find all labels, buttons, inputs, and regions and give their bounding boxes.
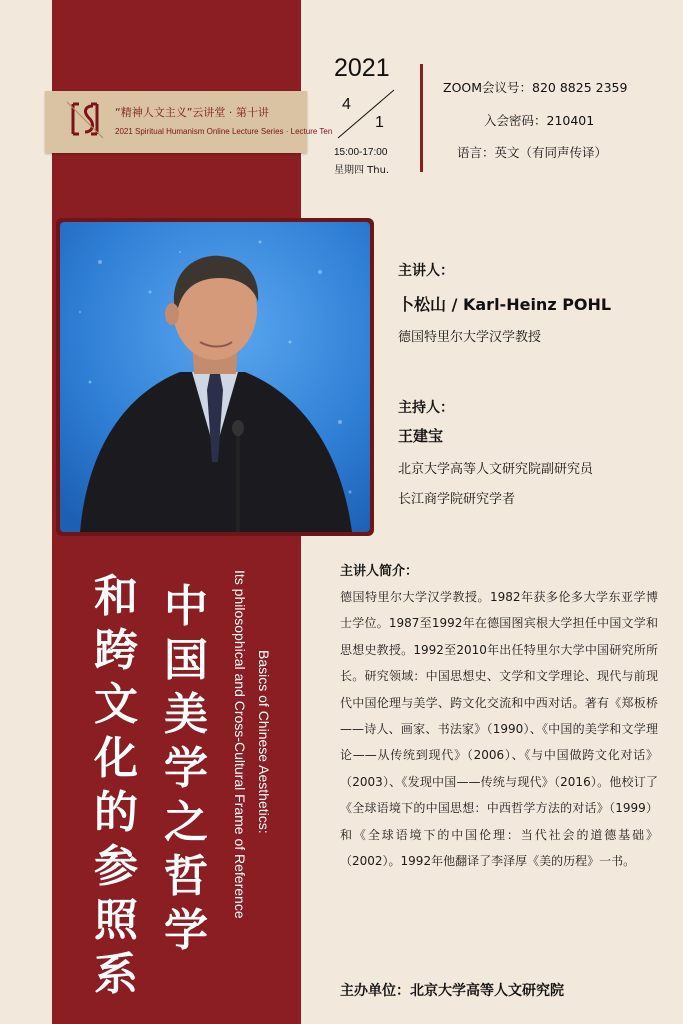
bio-text: 德国特里尔大学汉学教授。1982年获多伦多大学东亚学博士学位。1987至1992年在德国图宾根大学担任中国文学和思想史教授。1992至2010年出任特里尔大学中国研究所所长。研究领域：中国思想史、文学和文学理论、现代与前现代中国伦理与美学、跨文化交流和中西对话。著有《郑板桥——诗人、画家、书法家》（1990）、《中国的美学和文学理论——从传统到现代》（2006）、《与中国做跨文化对话》（2003）、《发现中国——传统与现代》（2016）。他校订了《全球语境下的中国思想：中西哲学方法的对话》（1999）和《全球语境下的中国伦理：当代社会的道德基础》（2002）。1992年他翻译了李泽厚《美的历程》一书。 [340,590,658,869]
speaker-title: 德国特里尔大学汉学教授 [398,330,542,345]
host-name: 王建宝 [398,427,444,445]
date-day: 1 [375,114,384,131]
sh-logo-icon [63,100,107,140]
meeting-password: 入会密码：210401 [484,113,595,128]
date-time: 15:00-17:00 [334,147,388,158]
lecture-title-en-line-1: Basics of Chinese Aesthetics: [256,650,272,834]
date-weekday: 星期四 Thu. [334,165,390,176]
speaker-heading: 主讲人： [398,263,454,279]
meeting-language: 语言：英文（有同声传译） [457,145,608,160]
series-banner [45,91,333,153]
lecture-title-zh-line-1: 中国美学之哲学 [164,581,208,956]
organizer: 主办单位：北京大学高等人文研究院 [340,983,564,999]
host-title-1: 北京大学高等人文研究院副研究员 [398,462,594,477]
series-subtitle: 2021 Spiritual Humanism Online Lecture Series · Lecture Ten [115,127,333,136]
lecture-title-zh-line-2: 和跨文化的参照系 [94,571,138,1000]
vertical-divider [420,64,423,172]
speaker-photo [60,222,370,532]
host-title-2: 长江商学院研究学者 [398,492,516,507]
date-year: 2021 [334,54,390,82]
lecture-title-en-line-2: Its philosophical and Cross-Cultural Frame of Reference [232,570,248,919]
speaker-name: 卜松山 / Karl-Heinz POHL [398,295,612,314]
host-heading: 主持人： [398,400,454,416]
date-month: 4 [342,96,351,113]
bio-heading: 主讲人简介： [340,564,419,579]
zoom-meeting-id: ZOOM会议号：820 8825 2359 [443,80,628,95]
series-title: “精神人文主义”云讲堂 · 第十讲 [115,106,269,119]
